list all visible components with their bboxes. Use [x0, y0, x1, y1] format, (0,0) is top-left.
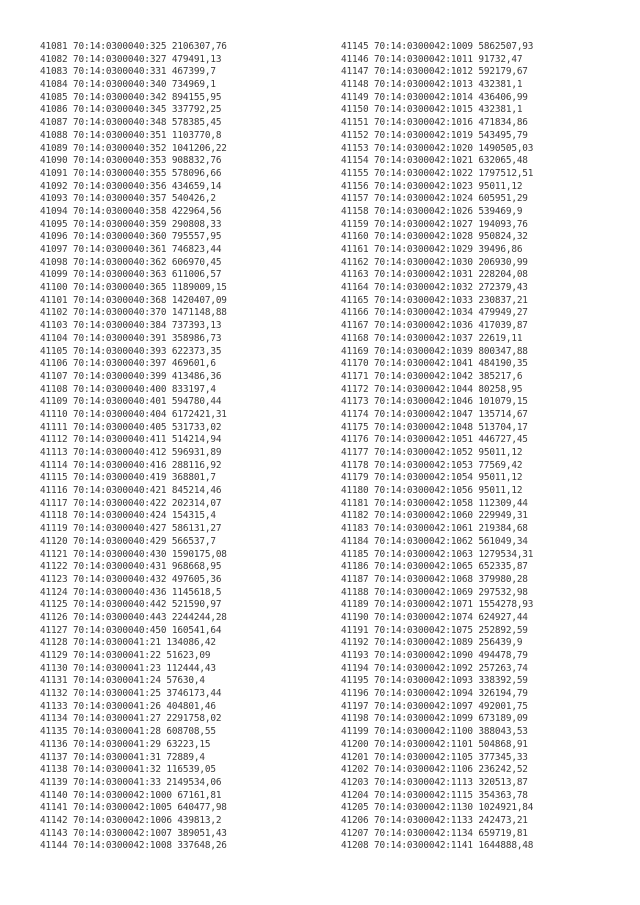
- table-row: 41122 70:14:0300040:431 968668,95: [40, 561, 222, 573]
- table-row: 41092 70:14:0300040:356 434659,14: [40, 180, 222, 192]
- table-row: 41088 70:14:0300040:351 1103770,8: [40, 129, 222, 141]
- table-row: 41158 70:14:0300042:1026 539469,9: [341, 205, 523, 217]
- table-row: 41183 70:14:0300042:1061 219384,68: [341, 523, 528, 535]
- table-row: 41129 70:14:0300041:22 51623,09: [40, 650, 211, 661]
- table-row: 41152 70:14:0300042:1019 543495,79: [341, 129, 528, 141]
- table-row: 41177 70:14:0300042:1052 95011,12: [341, 447, 523, 458]
- table-row: 41100 70:14:0300040:365 1189009,15: [40, 282, 227, 294]
- table-row: 41172 70:14:0300042:1044 80258,95: [341, 383, 523, 395]
- table-row: 41119 70:14:0300040:427 586131,27: [40, 523, 222, 535]
- table-row: 41196 70:14:0300042:1094 326194,79: [341, 688, 528, 700]
- table-row: 41124 70:14:0300040:436 1145618,5: [40, 586, 222, 598]
- table-row: 41185 70:14:0300042:1063 1279534,31: [341, 548, 534, 560]
- table-row: 41111 70:14:0300040:405 531733,02: [40, 421, 222, 433]
- table-row: 41145 70:14:0300042:1009 5862507,93: [341, 41, 534, 52]
- table-row: 41148 70:14:0300042:1013 432381,1: [341, 79, 523, 91]
- table-row: 41086 70:14:0300040:345 337792,25: [40, 104, 222, 116]
- table-row: 41184 70:14:0300042:1062 561049,34: [341, 535, 528, 547]
- table-row: 41134 70:14:0300041:27 2291758,02: [40, 713, 222, 725]
- table-row: 41105 70:14:0300040:393 622373,35: [40, 345, 222, 357]
- table-row: 41142 70:14:0300042:1006 439813,2: [40, 814, 222, 826]
- table-row: 41191 70:14:0300042:1075 252892,59: [341, 624, 528, 636]
- table-row: 41087 70:14:0300040:348 578385,45: [40, 117, 222, 129]
- table-row: 41187 70:14:0300042:1068 379980,28: [341, 573, 528, 585]
- table-row: 41193 70:14:0300042:1090 494478,79: [341, 650, 528, 661]
- table-row: 41207 70:14:0300042:1134 659719,81: [341, 827, 528, 839]
- table-row: 41126 70:14:0300040:443 2244244,28: [40, 611, 227, 623]
- table-row: 41166 70:14:0300042:1034 479949,27: [341, 307, 528, 319]
- table-row: 41150 70:14:0300042:1015 432381,1: [341, 104, 523, 116]
- table-row: 41125 70:14:0300040:442 521590,97: [40, 599, 222, 611]
- table-row: 41157 70:14:0300042:1024 605951,29: [341, 193, 528, 205]
- table-row: 41155 70:14:0300042:1022 1797512,51: [341, 167, 534, 179]
- table-row: 41093 70:14:0300040:357 540426,2: [40, 193, 216, 205]
- table-row: 41178 70:14:0300042:1053 77569,42: [341, 459, 523, 471]
- table-row: 41084 70:14:0300040:340 734969,1: [40, 79, 216, 91]
- table-row: 41201 70:14:0300042:1105 377345,33: [341, 751, 528, 763]
- table-row: 41200 70:14:0300042:1101 504868,91: [341, 738, 528, 750]
- table-row: 41132 70:14:0300041:25 3746173,44: [40, 688, 222, 700]
- table-row: 41108 70:14:0300040:400 833197,4: [40, 383, 216, 395]
- table-row: 41163 70:14:0300042:1031 228204,08: [341, 269, 528, 281]
- table-row: 41109 70:14:0300040:401 594780,44: [40, 396, 222, 408]
- table-row: 41082 70:14:0300040:327 479491,13: [40, 53, 222, 65]
- table-row: 41117 70:14:0300040:422 202314,07: [40, 497, 222, 509]
- table-row: 41180 70:14:0300042:1056 95011,12: [341, 485, 523, 497]
- table-row: 41141 70:14:0300042:1005 640477,98: [40, 802, 227, 814]
- table-row: 41206 70:14:0300042:1133 242473,21: [341, 814, 528, 826]
- table-row: 41094 70:14:0300040:358 422964,56: [40, 205, 222, 217]
- table-row: 41192 70:14:0300042:1089 256439,9: [341, 637, 523, 649]
- table-row: 41110 70:14:0300040:404 6172421,31: [40, 408, 227, 420]
- table-row: 41140 70:14:0300042:1000 67161,81: [40, 789, 222, 801]
- table-row: 41101 70:14:0300040:368 1420407,09: [40, 294, 227, 306]
- table-row: 41160 70:14:0300042:1028 950824,32: [341, 231, 528, 243]
- table-row: 41151 70:14:0300042:1016 471834,86: [341, 117, 528, 129]
- table-row: 41169 70:14:0300042:1039 800347,88: [341, 345, 528, 357]
- table-row: 41133 70:14:0300041:26 404801,46: [40, 700, 216, 712]
- left-column: [40, 41, 330, 853]
- table-row: 41168 70:14:0300042:1037 22619,11: [341, 332, 523, 344]
- table-row: 41115 70:14:0300040:419 368801,7: [40, 472, 216, 484]
- table-row: 41149 70:14:0300042:1014 436406,99: [341, 91, 528, 103]
- table-row: 41162 70:14:0300042:1030 206930,99: [341, 256, 528, 268]
- table-row: 41120 70:14:0300040:429 566537,7: [40, 535, 216, 547]
- table-row: 41146 70:14:0300042:1011 91732,47: [341, 53, 523, 65]
- table-row: 41194 70:14:0300042:1092 257263,74: [341, 662, 528, 674]
- table-row: 41118 70:14:0300040:424 154315,4: [40, 510, 216, 522]
- table-row: 41190 70:14:0300042:1074 624927,44: [341, 611, 528, 623]
- table-row: 41144 70:14:0300042:1008 337648,26: [40, 840, 227, 852]
- table-row: 41090 70:14:0300040:353 908832,76: [40, 155, 222, 167]
- table-row: 41083 70:14:0300040:331 467399,7: [40, 66, 216, 78]
- table-row: 41103 70:14:0300040:384 737393,13: [40, 320, 222, 332]
- table-row: 41128 70:14:0300041:21 134086,42: [40, 637, 216, 649]
- table-row: 41114 70:14:0300040:416 288116,92: [40, 459, 222, 471]
- table-row: 41116 70:14:0300040:421 845214,46: [40, 485, 222, 497]
- table-row: 41175 70:14:0300042:1048 513704,17: [341, 421, 528, 433]
- table-row: 41096 70:14:0300040:360 795557,95: [40, 231, 222, 243]
- table-row: 41095 70:14:0300040:359 290808,33: [40, 218, 222, 230]
- table-row: 41131 70:14:0300041:24 57630,4: [40, 675, 205, 687]
- table-row: 41138 70:14:0300041:32 116539,05: [40, 764, 216, 776]
- table-row: 41204 70:14:0300042:1115 354363,78: [341, 789, 528, 801]
- table-row: 41179 70:14:0300042:1054 95011,12: [341, 472, 523, 484]
- table-row: 41203 70:14:0300042:1113 320513,87: [341, 776, 528, 788]
- table-row: 41189 70:14:0300042:1071 1554278,93: [341, 599, 534, 611]
- table-row: 41107 70:14:0300040:399 413486,36: [40, 370, 222, 382]
- table-row: 41161 70:14:0300042:1029 39496,86: [341, 244, 523, 255]
- table-row: 41170 70:14:0300042:1041 484190,35: [341, 358, 528, 370]
- table-row: 41081 70:14:0300040:325 2106307,76: [40, 41, 227, 52]
- table-row: 41197 70:14:0300042:1097 492001,75: [341, 700, 528, 712]
- table-row: 41208 70:14:0300042:1141 1644888,48: [341, 840, 534, 852]
- table-row: 41195 70:14:0300042:1093 338392,59: [341, 675, 528, 687]
- table-row: 41176 70:14:0300042:1051 446727,45: [341, 434, 528, 446]
- table-row: 41167 70:14:0300042:1036 417039,87: [341, 320, 528, 332]
- table-row: 41104 70:14:0300040:391 358986,73: [40, 332, 222, 344]
- table-row: 41156 70:14:0300042:1023 95011,12: [341, 180, 523, 192]
- right-column: [341, 41, 631, 853]
- table-row: 41205 70:14:0300042:1130 1024921,84: [341, 802, 534, 814]
- table-row: 41085 70:14:0300040:342 894155,95: [40, 91, 222, 103]
- table-row: 41171 70:14:0300042:1042 385217,6: [341, 370, 523, 382]
- table-row: 41164 70:14:0300042:1032 272379,43: [341, 282, 528, 294]
- table-row: 41143 70:14:0300042:1007 389051,43: [40, 827, 227, 839]
- table-row: 41121 70:14:0300040:430 1590175,08: [40, 548, 227, 560]
- table-row: 41182 70:14:0300042:1060 229949,31: [341, 510, 528, 522]
- table-row: 41188 70:14:0300042:1069 297532,98: [341, 586, 528, 598]
- table-row: 41198 70:14:0300042:1099 673189,09: [341, 713, 528, 725]
- table-row: 41091 70:14:0300040:355 578096,66: [40, 167, 222, 179]
- table-row: 41127 70:14:0300040:450 160541,64: [40, 624, 222, 636]
- table-row: 41097 70:14:0300040:361 746823,44: [40, 244, 222, 255]
- table-row: 41102 70:14:0300040:370 1471148,88: [40, 307, 227, 319]
- table-row: 41106 70:14:0300040:397 469601,6: [40, 358, 216, 370]
- table-row: 41154 70:14:0300042:1021 632065,48: [341, 155, 528, 167]
- table-row: 41112 70:14:0300040:411 514214,94: [40, 434, 222, 446]
- table-row: 41173 70:14:0300042:1046 101079,15: [341, 396, 528, 408]
- table-row: 41147 70:14:0300042:1012 592179,67: [341, 66, 528, 78]
- table-row: 41199 70:14:0300042:1100 388043,53: [341, 726, 528, 738]
- table-row: 41135 70:14:0300041:28 608708,55: [40, 726, 216, 738]
- table-row: 41174 70:14:0300042:1047 135714,67: [341, 408, 528, 420]
- table-row: 41099 70:14:0300040:363 611006,57: [40, 269, 222, 281]
- table-row: 41202 70:14:0300042:1106 236242,52: [341, 764, 528, 776]
- table-row: 41153 70:14:0300042:1020 1490505,03: [341, 142, 534, 154]
- table-row: 41130 70:14:0300041:23 112444,43: [40, 662, 216, 674]
- table-row: 41137 70:14:0300041:31 72889,4: [40, 751, 205, 763]
- table-row: 41123 70:14:0300040:432 497605,36: [40, 573, 222, 585]
- table-row: 41139 70:14:0300041:33 2149534,06: [40, 776, 222, 788]
- table-row: 41186 70:14:0300042:1065 652335,87: [341, 561, 528, 573]
- table-row: 41136 70:14:0300041:29 63223,15: [40, 738, 211, 750]
- table-row: 41181 70:14:0300042:1058 112309,44: [341, 497, 528, 509]
- table-row: 41159 70:14:0300042:1027 194093,76: [341, 218, 528, 230]
- table-row: 41165 70:14:0300042:1033 230837,21: [341, 294, 528, 306]
- table-row: 41098 70:14:0300040:362 606970,45: [40, 256, 222, 268]
- table-row: 41113 70:14:0300040:412 596931,89: [40, 447, 222, 458]
- table-row: 41089 70:14:0300040:352 1041206,22: [40, 142, 227, 154]
